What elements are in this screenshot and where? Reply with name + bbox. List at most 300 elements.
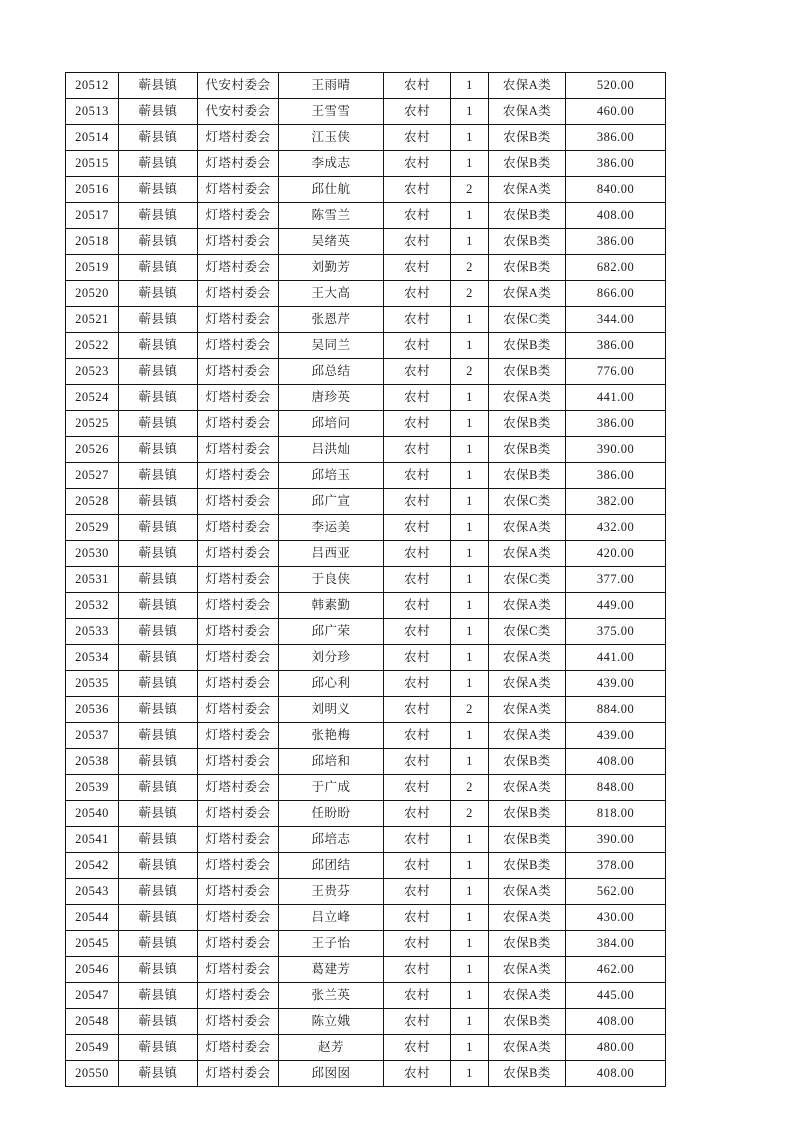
cell-amount: 441.00 <box>566 385 666 411</box>
cell-town: 蕲县镇 <box>119 541 198 567</box>
cell-village-committee: 灯塔村委会 <box>198 307 279 333</box>
cell-serial-number: 20550 <box>66 1061 119 1087</box>
cell-residence-type: 农村 <box>384 411 451 437</box>
cell-residence-type: 农村 <box>384 73 451 99</box>
cell-town: 蕲县镇 <box>119 567 198 593</box>
cell-serial-number: 20516 <box>66 177 119 203</box>
table-row <box>66 983 666 1009</box>
cell-insurance-category: 农保A类 <box>489 645 566 671</box>
cell-amount: 378.00 <box>566 853 666 879</box>
cell-person-count: 1 <box>451 619 489 645</box>
cell-insurance-category: 农保A类 <box>489 905 566 931</box>
cell-amount: 344.00 <box>566 307 666 333</box>
table-row <box>66 593 666 619</box>
cell-residence-type: 农村 <box>384 697 451 723</box>
table-row <box>66 775 666 801</box>
cell-village-committee: 灯塔村委会 <box>198 801 279 827</box>
cell-person-count: 1 <box>451 125 489 151</box>
cell-serial-number: 20531 <box>66 567 119 593</box>
cell-town: 蕲县镇 <box>119 905 198 931</box>
cell-person-count: 1 <box>451 931 489 957</box>
cell-amount: 386.00 <box>566 411 666 437</box>
cell-amount: 420.00 <box>566 541 666 567</box>
cell-person-name: 王大高 <box>279 281 384 307</box>
cell-town: 蕲县镇 <box>119 359 198 385</box>
cell-town: 蕲县镇 <box>119 177 198 203</box>
cell-amount: 377.00 <box>566 567 666 593</box>
cell-serial-number: 20529 <box>66 515 119 541</box>
cell-village-committee: 灯塔村委会 <box>198 775 279 801</box>
cell-insurance-category: 农保A类 <box>489 99 566 125</box>
cell-amount: 390.00 <box>566 437 666 463</box>
cell-residence-type: 农村 <box>384 671 451 697</box>
cell-town: 蕲县镇 <box>119 749 198 775</box>
cell-insurance-category: 农保A类 <box>489 671 566 697</box>
cell-town: 蕲县镇 <box>119 333 198 359</box>
cell-person-name: 邱培和 <box>279 749 384 775</box>
cell-village-committee: 灯塔村委会 <box>198 125 279 151</box>
cell-person-name: 赵芳 <box>279 1035 384 1061</box>
cell-serial-number: 20535 <box>66 671 119 697</box>
cell-serial-number: 20520 <box>66 281 119 307</box>
cell-person-count: 1 <box>451 333 489 359</box>
cell-person-count: 2 <box>451 697 489 723</box>
cell-insurance-category: 农保C类 <box>489 619 566 645</box>
cell-insurance-category: 农保B类 <box>489 437 566 463</box>
cell-town: 蕲县镇 <box>119 593 198 619</box>
cell-person-count: 1 <box>451 645 489 671</box>
cell-person-name: 刘勤芳 <box>279 255 384 281</box>
cell-person-count: 1 <box>451 489 489 515</box>
cell-person-name: 王雪雪 <box>279 99 384 125</box>
cell-serial-number: 20512 <box>66 73 119 99</box>
cell-person-name: 吕洪灿 <box>279 437 384 463</box>
cell-village-committee: 灯塔村委会 <box>198 1061 279 1087</box>
cell-village-committee: 灯塔村委会 <box>198 515 279 541</box>
cell-serial-number: 20549 <box>66 1035 119 1061</box>
cell-amount: 386.00 <box>566 229 666 255</box>
table-row <box>66 749 666 775</box>
cell-insurance-category: 农保B类 <box>489 411 566 437</box>
cell-person-name: 韩素勤 <box>279 593 384 619</box>
cell-town: 蕲县镇 <box>119 827 198 853</box>
cell-serial-number: 20523 <box>66 359 119 385</box>
cell-insurance-category: 农保B类 <box>489 1009 566 1035</box>
table-row <box>66 1061 666 1087</box>
cell-insurance-category: 农保A类 <box>489 723 566 749</box>
cell-person-count: 1 <box>451 437 489 463</box>
table-row <box>66 567 666 593</box>
cell-amount: 520.00 <box>566 73 666 99</box>
cell-village-committee: 灯塔村委会 <box>198 879 279 905</box>
cell-person-count: 1 <box>451 1061 489 1087</box>
table-row <box>66 801 666 827</box>
cell-residence-type: 农村 <box>384 879 451 905</box>
cell-town: 蕲县镇 <box>119 853 198 879</box>
cell-village-committee: 灯塔村委会 <box>198 567 279 593</box>
cell-residence-type: 农村 <box>384 281 451 307</box>
table-row <box>66 151 666 177</box>
cell-insurance-category: 农保B类 <box>489 931 566 957</box>
table-row <box>66 255 666 281</box>
cell-amount: 848.00 <box>566 775 666 801</box>
cell-insurance-category: 农保A类 <box>489 515 566 541</box>
table-row <box>66 515 666 541</box>
cell-serial-number: 20537 <box>66 723 119 749</box>
cell-person-count: 1 <box>451 541 489 567</box>
cell-serial-number: 20540 <box>66 801 119 827</box>
cell-insurance-category: 农保A类 <box>489 385 566 411</box>
cell-person-name: 邱团结 <box>279 853 384 879</box>
cell-residence-type: 农村 <box>384 463 451 489</box>
cell-village-committee: 灯塔村委会 <box>198 255 279 281</box>
cell-person-name: 于广成 <box>279 775 384 801</box>
cell-town: 蕲县镇 <box>119 957 198 983</box>
cell-amount: 386.00 <box>566 333 666 359</box>
cell-person-name: 唐珍英 <box>279 385 384 411</box>
cell-residence-type: 农村 <box>384 723 451 749</box>
cell-person-count: 1 <box>451 853 489 879</box>
cell-insurance-category: 农保A类 <box>489 541 566 567</box>
table-row <box>66 125 666 151</box>
cell-town: 蕲县镇 <box>119 411 198 437</box>
cell-person-count: 2 <box>451 177 489 203</box>
cell-village-committee: 灯塔村委会 <box>198 671 279 697</box>
cell-residence-type: 农村 <box>384 983 451 1009</box>
cell-residence-type: 农村 <box>384 99 451 125</box>
table-row <box>66 489 666 515</box>
table-row <box>66 229 666 255</box>
cell-person-name: 王贵芬 <box>279 879 384 905</box>
cell-person-name: 张兰英 <box>279 983 384 1009</box>
cell-residence-type: 农村 <box>384 1035 451 1061</box>
cell-person-count: 1 <box>451 515 489 541</box>
cell-insurance-category: 农保C类 <box>489 489 566 515</box>
table-row <box>66 931 666 957</box>
cell-person-name: 陈立娥 <box>279 1009 384 1035</box>
cell-insurance-category: 农保A类 <box>489 177 566 203</box>
cell-person-name: 江玉侠 <box>279 125 384 151</box>
cell-insurance-category: 农保B类 <box>489 749 566 775</box>
cell-serial-number: 20544 <box>66 905 119 931</box>
cell-person-name: 张恩芹 <box>279 307 384 333</box>
cell-residence-type: 农村 <box>384 229 451 255</box>
cell-person-count: 1 <box>451 957 489 983</box>
cell-residence-type: 农村 <box>384 151 451 177</box>
cell-serial-number: 20545 <box>66 931 119 957</box>
cell-serial-number: 20521 <box>66 307 119 333</box>
cell-town: 蕲县镇 <box>119 203 198 229</box>
cell-village-committee: 代安村委会 <box>198 73 279 99</box>
cell-town: 蕲县镇 <box>119 99 198 125</box>
cell-insurance-category: 农保B类 <box>489 203 566 229</box>
cell-person-name: 于良侠 <box>279 567 384 593</box>
cell-amount: 408.00 <box>566 749 666 775</box>
cell-village-committee: 灯塔村委会 <box>198 437 279 463</box>
cell-serial-number: 20530 <box>66 541 119 567</box>
cell-village-committee: 灯塔村委会 <box>198 359 279 385</box>
cell-amount: 386.00 <box>566 463 666 489</box>
cell-insurance-category: 农保B类 <box>489 229 566 255</box>
cell-village-committee: 灯塔村委会 <box>198 723 279 749</box>
cell-serial-number: 20527 <box>66 463 119 489</box>
cell-town: 蕲县镇 <box>119 931 198 957</box>
cell-village-committee: 灯塔村委会 <box>198 931 279 957</box>
cell-town: 蕲县镇 <box>119 1061 198 1087</box>
cell-person-count: 2 <box>451 281 489 307</box>
cell-amount: 375.00 <box>566 619 666 645</box>
cell-residence-type: 农村 <box>384 515 451 541</box>
cell-village-committee: 灯塔村委会 <box>198 619 279 645</box>
table-row <box>66 203 666 229</box>
cell-person-count: 2 <box>451 359 489 385</box>
cell-town: 蕲县镇 <box>119 385 198 411</box>
cell-town: 蕲县镇 <box>119 515 198 541</box>
cell-village-committee: 灯塔村委会 <box>198 541 279 567</box>
cell-village-committee: 灯塔村委会 <box>198 151 279 177</box>
cell-person-name: 邱培志 <box>279 827 384 853</box>
cell-town: 蕲县镇 <box>119 1009 198 1035</box>
table-row <box>66 99 666 125</box>
cell-person-count: 1 <box>451 1009 489 1035</box>
cell-serial-number: 20548 <box>66 1009 119 1035</box>
cell-person-name: 张艳梅 <box>279 723 384 749</box>
table-row <box>66 879 666 905</box>
cell-town: 蕲县镇 <box>119 463 198 489</box>
cell-amount: 441.00 <box>566 645 666 671</box>
table-row <box>66 463 666 489</box>
cell-amount: 562.00 <box>566 879 666 905</box>
cell-village-committee: 代安村委会 <box>198 99 279 125</box>
cell-amount: 445.00 <box>566 983 666 1009</box>
cell-residence-type: 农村 <box>384 385 451 411</box>
cell-residence-type: 农村 <box>384 333 451 359</box>
cell-village-committee: 灯塔村委会 <box>198 1035 279 1061</box>
cell-serial-number: 20532 <box>66 593 119 619</box>
table-body <box>66 73 666 1087</box>
cell-serial-number: 20538 <box>66 749 119 775</box>
cell-insurance-category: 农保B类 <box>489 801 566 827</box>
cell-residence-type: 农村 <box>384 203 451 229</box>
cell-residence-type: 农村 <box>384 593 451 619</box>
cell-village-committee: 灯塔村委会 <box>198 827 279 853</box>
cell-amount: 432.00 <box>566 515 666 541</box>
cell-insurance-category: 农保B类 <box>489 151 566 177</box>
cell-person-name: 吴绪英 <box>279 229 384 255</box>
table-row <box>66 1009 666 1035</box>
cell-residence-type: 农村 <box>384 359 451 385</box>
insurance-records-table <box>65 72 666 1087</box>
cell-insurance-category: 农保B类 <box>489 359 566 385</box>
cell-person-count: 1 <box>451 463 489 489</box>
cell-person-name: 邱总结 <box>279 359 384 385</box>
table-row <box>66 957 666 983</box>
cell-town: 蕲县镇 <box>119 255 198 281</box>
cell-person-count: 1 <box>451 749 489 775</box>
cell-person-count: 1 <box>451 593 489 619</box>
cell-amount: 408.00 <box>566 1061 666 1087</box>
cell-town: 蕲县镇 <box>119 775 198 801</box>
cell-person-count: 1 <box>451 307 489 333</box>
cell-person-name: 邱仕航 <box>279 177 384 203</box>
cell-village-committee: 灯塔村委会 <box>198 645 279 671</box>
cell-insurance-category: 农保B类 <box>489 463 566 489</box>
cell-person-count: 1 <box>451 411 489 437</box>
cell-serial-number: 20528 <box>66 489 119 515</box>
cell-residence-type: 农村 <box>384 957 451 983</box>
cell-person-count: 1 <box>451 723 489 749</box>
cell-insurance-category: 农保A类 <box>489 775 566 801</box>
cell-village-committee: 灯塔村委会 <box>198 853 279 879</box>
table-row <box>66 541 666 567</box>
cell-town: 蕲县镇 <box>119 1035 198 1061</box>
cell-amount: 776.00 <box>566 359 666 385</box>
cell-residence-type: 农村 <box>384 1009 451 1035</box>
cell-insurance-category: 农保B类 <box>489 125 566 151</box>
cell-insurance-category: 农保B类 <box>489 333 566 359</box>
table-row <box>66 905 666 931</box>
table-row <box>66 333 666 359</box>
cell-person-name: 李成志 <box>279 151 384 177</box>
cell-residence-type: 农村 <box>384 177 451 203</box>
cell-person-count: 1 <box>451 1035 489 1061</box>
cell-town: 蕲县镇 <box>119 801 198 827</box>
cell-residence-type: 农村 <box>384 125 451 151</box>
cell-residence-type: 农村 <box>384 489 451 515</box>
cell-village-committee: 灯塔村委会 <box>198 749 279 775</box>
cell-village-committee: 灯塔村委会 <box>198 489 279 515</box>
cell-person-count: 1 <box>451 73 489 99</box>
table-row <box>66 671 666 697</box>
cell-person-name: 刘分珍 <box>279 645 384 671</box>
cell-serial-number: 20541 <box>66 827 119 853</box>
cell-person-count: 1 <box>451 203 489 229</box>
cell-town: 蕲县镇 <box>119 229 198 255</box>
cell-insurance-category: 农保A类 <box>489 73 566 99</box>
cell-amount: 430.00 <box>566 905 666 931</box>
cell-residence-type: 农村 <box>384 255 451 281</box>
cell-village-committee: 灯塔村委会 <box>198 333 279 359</box>
cell-insurance-category: 农保C类 <box>489 307 566 333</box>
cell-person-name: 邱培玉 <box>279 463 384 489</box>
cell-amount: 840.00 <box>566 177 666 203</box>
cell-serial-number: 20525 <box>66 411 119 437</box>
cell-town: 蕲县镇 <box>119 697 198 723</box>
cell-amount: 384.00 <box>566 931 666 957</box>
table-row <box>66 359 666 385</box>
cell-person-name: 陈雪兰 <box>279 203 384 229</box>
cell-insurance-category: 农保A类 <box>489 957 566 983</box>
cell-village-committee: 灯塔村委会 <box>198 229 279 255</box>
cell-person-count: 1 <box>451 905 489 931</box>
cell-residence-type: 农村 <box>384 775 451 801</box>
table-row <box>66 385 666 411</box>
cell-town: 蕲县镇 <box>119 489 198 515</box>
cell-insurance-category: 农保A类 <box>489 983 566 1009</box>
table-row <box>66 307 666 333</box>
cell-village-committee: 灯塔村委会 <box>198 1009 279 1035</box>
cell-person-name: 邱囡囡 <box>279 1061 384 1087</box>
cell-amount: 462.00 <box>566 957 666 983</box>
table-row <box>66 411 666 437</box>
cell-village-committee: 灯塔村委会 <box>198 385 279 411</box>
cell-residence-type: 农村 <box>384 801 451 827</box>
cell-person-count: 1 <box>451 99 489 125</box>
cell-person-name: 吕西亚 <box>279 541 384 567</box>
cell-serial-number: 20539 <box>66 775 119 801</box>
cell-person-count: 1 <box>451 983 489 1009</box>
cell-residence-type: 农村 <box>384 1061 451 1087</box>
cell-town: 蕲县镇 <box>119 619 198 645</box>
cell-residence-type: 农村 <box>384 931 451 957</box>
cell-residence-type: 农村 <box>384 567 451 593</box>
cell-person-count: 1 <box>451 567 489 593</box>
table-row <box>66 281 666 307</box>
cell-serial-number: 20522 <box>66 333 119 359</box>
cell-town: 蕲县镇 <box>119 437 198 463</box>
table-row <box>66 827 666 853</box>
cell-insurance-category: 农保A类 <box>489 697 566 723</box>
cell-person-name: 刘明义 <box>279 697 384 723</box>
cell-amount: 382.00 <box>566 489 666 515</box>
cell-village-committee: 灯塔村委会 <box>198 905 279 931</box>
cell-serial-number: 20534 <box>66 645 119 671</box>
cell-person-name: 葛建芳 <box>279 957 384 983</box>
cell-town: 蕲县镇 <box>119 307 198 333</box>
cell-serial-number: 20518 <box>66 229 119 255</box>
cell-amount: 460.00 <box>566 99 666 125</box>
cell-serial-number: 20546 <box>66 957 119 983</box>
cell-village-committee: 灯塔村委会 <box>198 983 279 1009</box>
cell-person-name: 李运美 <box>279 515 384 541</box>
cell-amount: 408.00 <box>566 203 666 229</box>
cell-town: 蕲县镇 <box>119 879 198 905</box>
cell-person-name: 王雨晴 <box>279 73 384 99</box>
cell-town: 蕲县镇 <box>119 151 198 177</box>
cell-serial-number: 20542 <box>66 853 119 879</box>
cell-amount: 439.00 <box>566 671 666 697</box>
cell-person-name: 吴同兰 <box>279 333 384 359</box>
cell-amount: 390.00 <box>566 827 666 853</box>
cell-village-committee: 灯塔村委会 <box>198 463 279 489</box>
cell-village-committee: 灯塔村委会 <box>198 177 279 203</box>
cell-serial-number: 20515 <box>66 151 119 177</box>
table-row <box>66 697 666 723</box>
table-row <box>66 645 666 671</box>
cell-town: 蕲县镇 <box>119 671 198 697</box>
cell-residence-type: 农村 <box>384 905 451 931</box>
cell-town: 蕲县镇 <box>119 723 198 749</box>
table-row <box>66 723 666 749</box>
cell-person-name: 吕立峰 <box>279 905 384 931</box>
cell-serial-number: 20543 <box>66 879 119 905</box>
cell-serial-number: 20513 <box>66 99 119 125</box>
cell-residence-type: 农村 <box>384 645 451 671</box>
cell-person-name: 任盼盼 <box>279 801 384 827</box>
cell-residence-type: 农村 <box>384 853 451 879</box>
cell-amount: 480.00 <box>566 1035 666 1061</box>
cell-person-count: 1 <box>451 229 489 255</box>
cell-amount: 386.00 <box>566 125 666 151</box>
cell-town: 蕲县镇 <box>119 73 198 99</box>
cell-residence-type: 农村 <box>384 307 451 333</box>
cell-amount: 449.00 <box>566 593 666 619</box>
cell-village-committee: 灯塔村委会 <box>198 593 279 619</box>
cell-person-count: 1 <box>451 879 489 905</box>
cell-amount: 884.00 <box>566 697 666 723</box>
cell-residence-type: 农村 <box>384 619 451 645</box>
cell-person-name: 邱广宣 <box>279 489 384 515</box>
